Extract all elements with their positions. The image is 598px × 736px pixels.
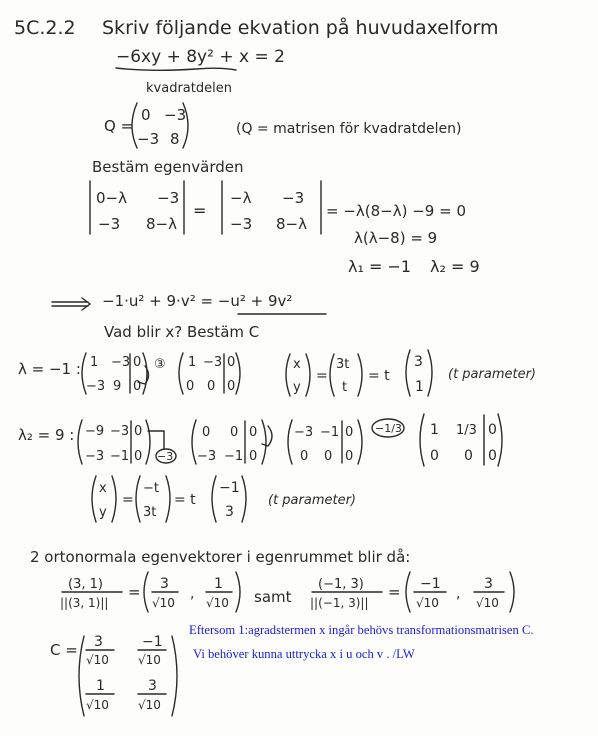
typed-note-line-2: Vi behöver kunna uttrycka x i u och v . /LW [193,647,415,661]
q-matrix-note: (Q = matrisen för kvadratdelen) [236,121,462,137]
lambda-1-value: λ₁ = −1 [348,257,412,276]
eigenvalue-heading: Bestäm egenvärden [92,158,244,176]
c-cell-num: 1 [96,678,105,694]
c-cell-num: 3 [148,678,157,694]
row1-lambda-label: λ = −1 : [18,360,81,378]
row2-m2-cell: 0 [249,425,258,440]
row2-m4-cell: 0 [430,448,439,464]
row1-m1-cell: 0 [133,379,142,394]
row2-row-op-2: −1/3 [375,422,402,435]
row1-m2-cell: 0 [186,379,195,394]
row3-equals-t: = t [174,492,196,508]
row3-y: y [99,505,107,520]
row2-row-op: −3 [157,450,174,463]
equation-underline [116,68,236,70]
implies-arrow-icon [52,298,90,310]
c-cell-num: −1 [142,634,163,650]
row1-dir-right-paren [428,350,432,396]
v1-comma: , [190,586,195,602]
row1-m1-cell: 9 [113,379,122,394]
row2-m2-cell: 0 [230,425,239,440]
row3-vec-top: −t [143,481,159,496]
typed-note-line-1: Eftersom 1:agradstermen x ingår behövs transformationsmatrisen C. [189,623,534,637]
row1-m2-cell: 0 [227,355,236,370]
quadratic-part-label: kvadratdelen [146,81,232,96]
row3-xy-right-paren [112,476,116,522]
row2-m3-right-paren [358,420,362,464]
c-cell-num: 3 [94,634,103,650]
row1-m1-cell: 0 [133,355,142,370]
row3-equals: = [122,492,134,508]
v1-res-num: 3 [160,576,169,592]
q-matrix-cell: −3 [137,130,160,148]
row2-m4-cell: 1/3 [456,423,477,438]
det2-cell: −3 [230,215,253,233]
row1-dir-bottom: 1 [415,379,424,395]
row1-y: y [293,380,301,395]
row3-x: x [99,481,107,496]
canonical-form-line: −1·u² + 9·v² = −u² + 9v² [102,292,293,310]
row2-m4-right-paren [498,414,502,466]
row3-param-note: (t parameter) [268,493,357,508]
v1-numerator: (3, 1) [68,577,103,592]
row2-m3-cell: 0 [345,449,354,464]
row1-m2-cell: 0 [227,379,236,394]
row1-vec-right-paren [358,354,362,396]
row2-m3-left-paren [288,420,292,464]
row2-m3-cell: 0 [345,425,354,440]
row1-m1-cell: 1 [90,355,99,370]
row2-m1-cell: 0 [134,449,143,464]
v1-left-paren [144,572,148,612]
row2-m3-cell: 0 [324,449,333,464]
row3-dir-top: −1 [219,480,240,496]
v2-numerator: (−1, 3) [318,577,364,592]
row3-dir-left-paren [212,476,216,522]
c-matrix-right-paren [172,636,177,716]
q-prefix: Q = [104,117,134,135]
row2-m1-cell: −9 [85,424,105,439]
row2-m2-cell: −1 [224,449,244,464]
row1-dir-top: 3 [414,354,423,370]
orthonormal-line: 2 ortonormala egenvektorer i egenrummet blir då: [30,548,411,566]
row1-equals-t: = t [368,368,390,384]
exercise-title: Skriv följande ekvation på huvudaxelform [102,17,499,39]
v2-denominator: ||(−1, 3)|| [310,596,369,610]
det2-cell: −3 [282,189,305,207]
v2-res-den: √10 [476,596,499,610]
row1-param-note: (t parameter) [448,367,537,382]
question-line: Vad blir x? Bestäm C [104,323,260,341]
row2-lambda-label: λ₂ = 9 : [18,426,75,444]
row2-m1-cell: −1 [110,449,130,464]
c-cell-den: √10 [138,653,161,667]
v1-right-paren [236,572,240,612]
row2-m1-cell: −3 [110,424,130,439]
v2-comma: , [456,586,461,602]
row1-m2-cell: −3 [203,355,223,370]
v2-equals: = [388,583,401,601]
row1-row-op: ③ [154,357,166,372]
det1-cell: −3 [98,215,121,233]
row3-vec-left-paren [136,476,140,522]
row2-m3-cell: −3 [294,425,314,440]
row1-m1-cell: −3 [111,355,131,370]
row1-x: x [293,357,301,372]
samt-word: samt [254,588,292,606]
det1-cell: 0−λ [96,189,127,207]
row2-m2-cell: −3 [197,449,217,464]
row2-m2-right-paren [262,420,266,464]
v2-left-paren [406,572,410,612]
row2-m1-left-paren [78,420,82,464]
row2-m2-cell: 0 [249,449,258,464]
row2-m4-cell: 0 [488,422,497,438]
row1-xy-right-paren [306,354,310,396]
det1-cell: 8−λ [146,215,177,233]
v2-res-num: −1 [420,576,441,592]
row3-vec-bottom: 3t [143,505,157,520]
row2-m1-cell: −3 [85,449,105,464]
v1-denominator: ||(3, 1)|| [60,596,109,610]
v1-res-den: √10 [152,596,175,610]
row2-m2-left-paren [192,420,196,464]
row1-m2-right-paren [236,353,240,394]
row1-m2-cell: 0 [207,379,216,394]
row1-vec-top: 3t [336,357,350,372]
row3-dir-right-paren [242,476,246,522]
det-expansion: = −λ(8−λ) −9 = 0 [326,202,467,220]
c-cell-den: √10 [138,698,161,712]
exercise-number: 5C.2.2 [14,17,76,39]
row2-m3-cell: 0 [300,449,309,464]
row2-swap-arrow-icon [262,426,272,446]
row1-equals: = [316,368,328,384]
row1-m1-right-paren [143,353,147,394]
v2-res-den: √10 [416,596,439,610]
row1-vec-bottom: t [342,380,348,395]
row3-vec-right-paren [166,476,170,522]
row2-m3-cell: −1 [320,425,340,440]
row2-m4-cell: 0 [464,448,473,464]
det2-cell: 8−λ [276,215,307,233]
v1-res-num: 1 [214,576,223,592]
q-matrix-cell: −3 [164,106,187,124]
v2-res-num: 3 [484,576,493,592]
c-prefix: C = [50,641,78,659]
lambda-2-value: λ₂ = 9 [430,257,480,276]
c-cell-den: √10 [86,653,109,667]
v1-res-den: √10 [206,596,229,610]
q-matrix-cell: 0 [141,106,151,124]
given-equation: −6xy + 8y² + x = 2 [116,47,285,67]
v2-right-paren [510,572,514,612]
det-step-2: λ(λ−8) = 9 [354,229,438,247]
row1-m1-cell: −3 [86,379,106,394]
det-equals: = [193,201,207,220]
v1-equals: = [128,583,141,601]
det2-cell: −λ [230,189,252,207]
row3-dir-bottom: 3 [225,504,234,520]
row2-m4-left-paren [420,414,424,466]
row1-m2-cell: 1 [188,355,197,370]
c-matrix-left-paren [79,636,84,716]
c-cell-den: √10 [86,698,109,712]
row2-m1-right-paren [146,420,150,464]
row1-xy-left-paren [286,354,290,396]
row3-xy-left-paren [92,476,96,522]
row2-m1-cell: 0 [134,424,143,439]
row2-m4-cell: 1 [430,422,439,438]
row2-m4-cell: 0 [488,448,497,464]
row1-m2-left-paren [179,353,183,394]
row1-vec-left-paren [330,354,334,396]
row2-m2-cell: 0 [202,425,211,440]
row1-dir-left-paren [406,350,410,396]
det1-cell: −3 [157,189,180,207]
q-matrix-cell: 8 [170,130,180,148]
